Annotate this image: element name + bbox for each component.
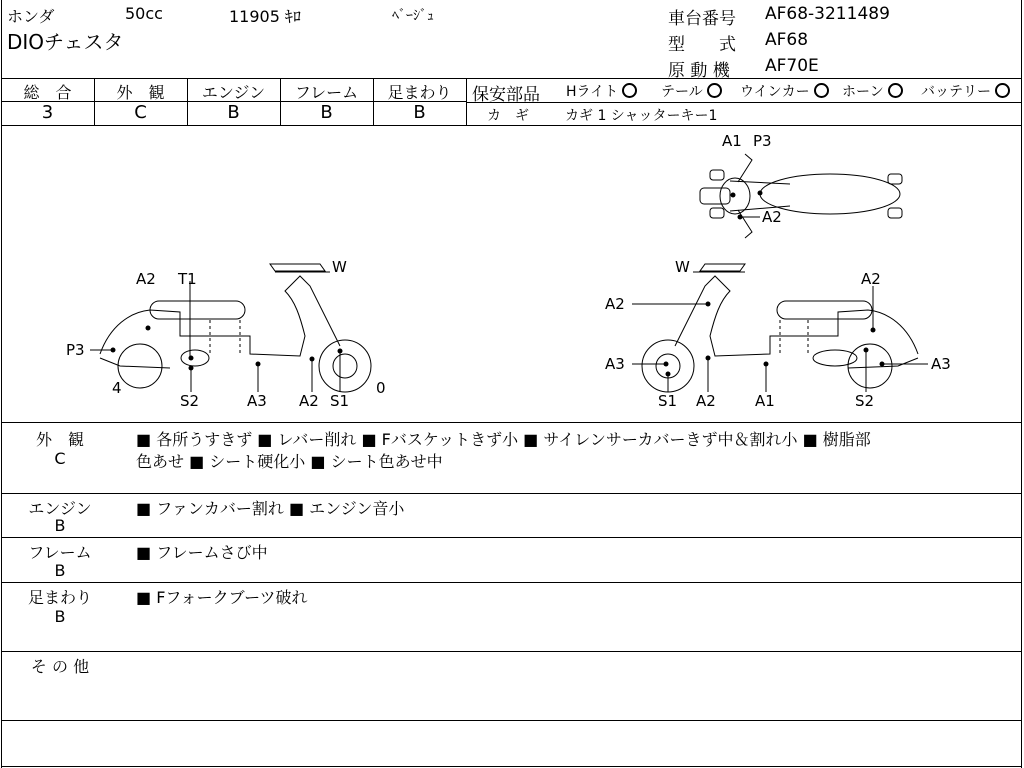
label-a3-left: A3 — [247, 392, 267, 410]
remark-category: フレーム — [28, 543, 92, 562]
displacement: 50cc — [125, 4, 163, 23]
grade-header-exterior: 外 観 — [116, 83, 165, 102]
grade-header-frame: フレーム — [294, 83, 359, 102]
grade-value-suspension: B — [413, 102, 426, 123]
safety-item-tail — [661, 81, 722, 101]
remarks-divider — [1, 537, 1022, 538]
label-s1-right: S1 — [658, 392, 678, 410]
label-p3-left: P3 — [66, 341, 85, 359]
circle-mark-icon — [622, 83, 637, 98]
label-w-right: W — [675, 258, 690, 276]
grade-value-exterior: C — [134, 102, 147, 123]
engine-value: AF70E — [765, 56, 819, 76]
mileage: 11905 ｷﾛ — [229, 7, 301, 26]
label-4-left: 4 — [112, 379, 122, 397]
type-value: AF68 — [765, 30, 809, 50]
remark-category: エンジン — [28, 499, 92, 518]
remarks-divider — [1, 720, 1022, 721]
remark-category: 外 観 — [35, 430, 84, 449]
grade-header-overall: 総 合 — [23, 83, 72, 102]
grade-header-engine: エンジン — [201, 83, 266, 102]
maker: ホンダ — [7, 7, 55, 26]
label-a2-left-bottom: A2 — [299, 392, 319, 410]
label-a2-top: A2 — [762, 208, 782, 226]
label-0-left: 0 — [376, 379, 386, 397]
remark-line: 色あせ ■ シート硬化小 ■ シート色あせ中 — [136, 452, 443, 471]
type-label: 型 式 — [668, 35, 736, 55]
grade-value-frame: B — [320, 102, 333, 123]
remark-grade: B — [54, 516, 66, 535]
scooter-diagram — [0, 126, 1022, 422]
label-a2-right-front: A2 — [605, 295, 625, 313]
grade-value-overall: 3 — [41, 102, 54, 123]
circle-mark-icon — [995, 83, 1010, 98]
label-a2-right-rear: A2 — [861, 270, 881, 288]
remarks-divider — [1, 651, 1022, 652]
key-value: カギ 1 シャッターキー1 — [565, 108, 718, 124]
grade-col-divider — [466, 78, 467, 126]
label-p3-top: P3 — [753, 132, 772, 150]
label-s2-left: S2 — [180, 392, 200, 410]
safety-item-headlight — [566, 81, 637, 101]
circle-mark-icon — [814, 83, 829, 98]
label-a1-top: A1 — [722, 132, 742, 150]
label-t1-left: T1 — [178, 270, 197, 288]
safety-item-label: ウインカー — [740, 84, 810, 100]
label-s1-left: S1 — [330, 392, 350, 410]
circle-mark-icon — [888, 83, 903, 98]
remarks-divider — [1, 582, 1022, 583]
model-name: DIOチェスタ — [7, 30, 124, 54]
remark-line: ■ 各所うすきず ■ レバー削れ ■ Fバスケットきず小 ■ サイレンサーカバーきず中＆割れ小 ■ 樹脂部 — [136, 430, 871, 449]
label-a3-right-rear: A3 — [931, 355, 951, 373]
safety-item-battery — [921, 81, 1010, 101]
safety-item-label: バッテリー — [921, 84, 991, 100]
remark-category: 足まわり — [27, 588, 92, 607]
safety-item-label: ホーン — [842, 84, 884, 100]
diagram-bottom-border — [1, 422, 1022, 423]
grade-table-top-border — [1, 78, 1022, 79]
key-label: カ ギ — [487, 108, 529, 124]
remark-line: ■ Fフォークブーツ破れ — [136, 588, 308, 607]
safety-item-label: Hライト — [566, 84, 619, 100]
safety-item-winker — [740, 81, 829, 101]
safety-item-label: テール — [661, 84, 703, 100]
grade-value-engine: B — [227, 102, 240, 123]
label-a1-right: A1 — [755, 392, 775, 410]
safety-mid-line — [467, 102, 1022, 103]
remark-grade: B — [54, 561, 66, 580]
remark-line: ■ フレームさび中 — [136, 543, 268, 562]
engine-label: 原 動 機 — [668, 61, 730, 81]
page-bottom-border — [1, 766, 1022, 767]
scooter-top-view-icon — [700, 154, 902, 238]
safety-item-horn — [842, 81, 903, 101]
label-a2-left: A2 — [136, 270, 156, 288]
label-s2-right: S2 — [855, 392, 875, 410]
label-a2-right-bottom: A2 — [696, 392, 716, 410]
label-a3-right-front: A3 — [605, 355, 625, 373]
remarks-divider — [1, 493, 1022, 494]
safety-label: 保安部品 — [472, 85, 540, 105]
label-w-left: W — [332, 258, 347, 276]
remark-line: ■ ファンカバー割れ ■ エンジン音小 — [136, 499, 405, 518]
remark-grade: C — [54, 449, 66, 468]
remark-category: そ の 他 — [30, 657, 90, 676]
frame-no-label: 車台番号 — [668, 9, 736, 29]
body-color: ﾍﾞｰｼﾞｭ — [392, 8, 434, 24]
grade-header-suspension: 足まわり — [387, 83, 452, 102]
circle-mark-icon — [707, 83, 722, 98]
frame-no: AF68-3211489 — [765, 4, 890, 24]
remark-grade: B — [54, 607, 66, 626]
